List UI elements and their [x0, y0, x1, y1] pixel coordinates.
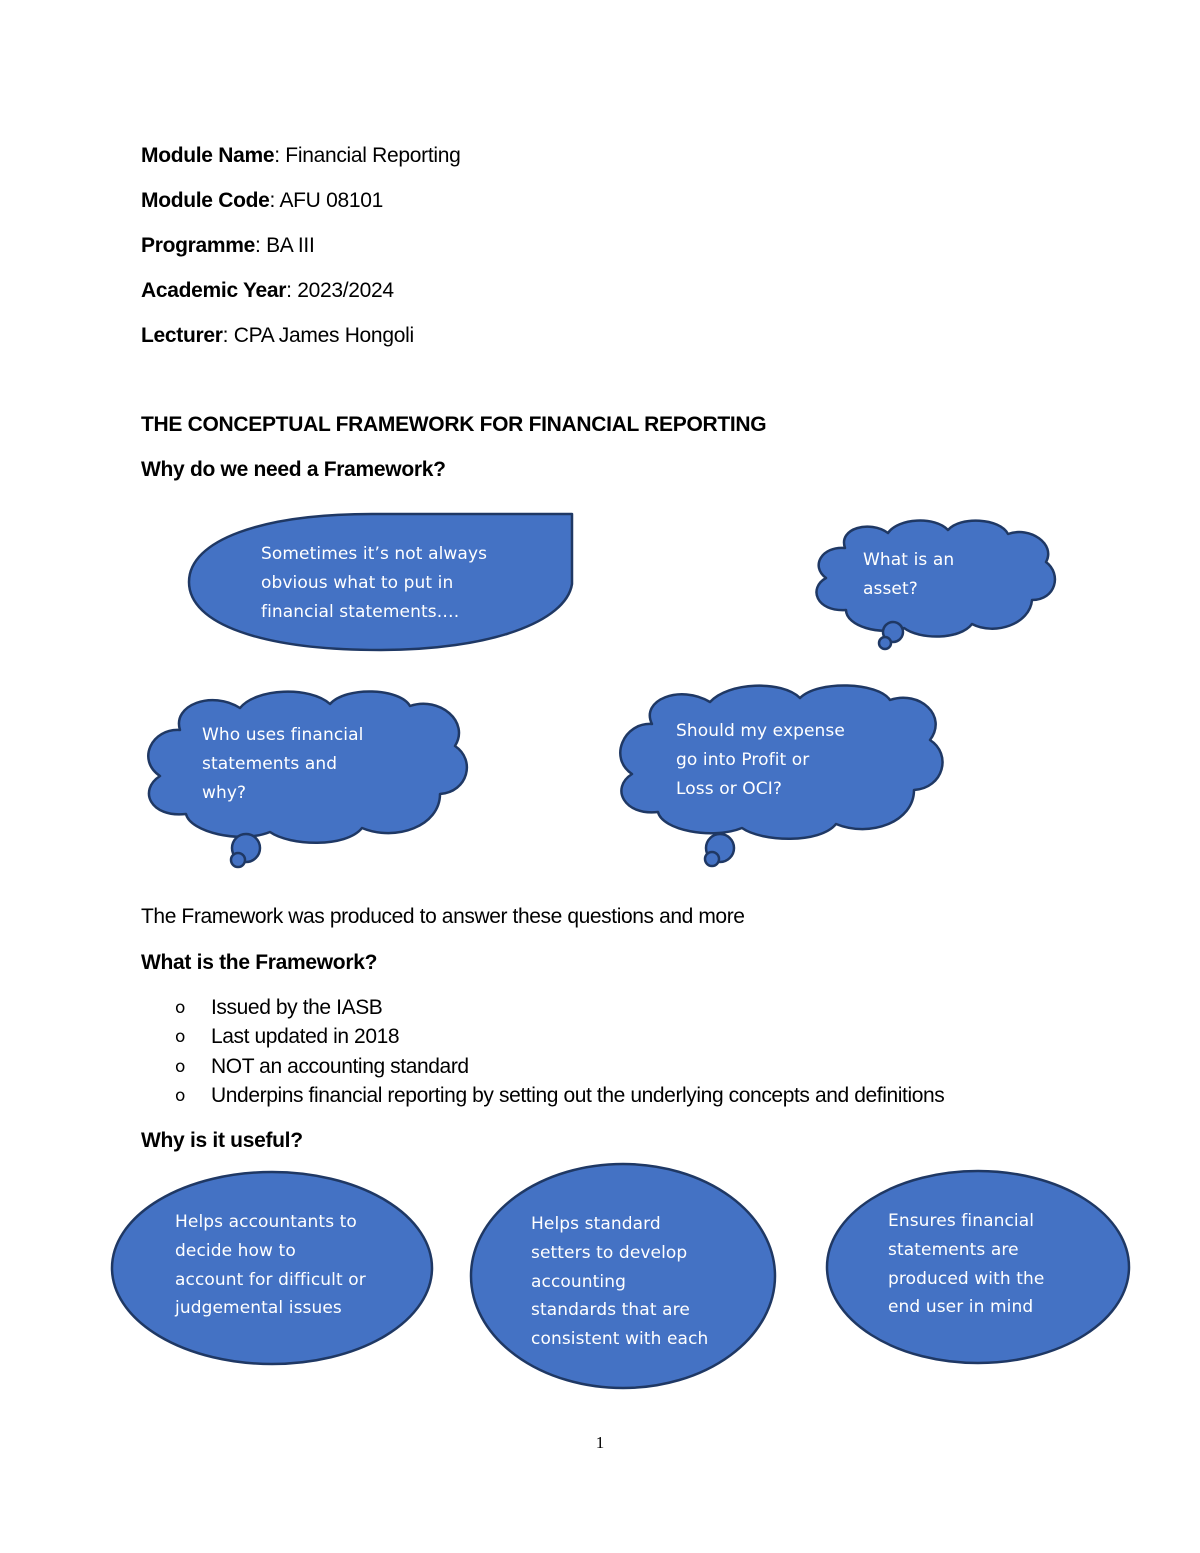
bullet-text: Last updated in 2018 [211, 1025, 400, 1049]
thought-cloud-expense-text: Should my expense go into Profit or Loss or OCI? [676, 721, 845, 799]
list-item [175, 1084, 944, 1113]
thought-cloud-users-bubble-small [231, 853, 245, 867]
thought-cloud-expense-bubble-small [705, 852, 719, 866]
module-code-label: Module Code [141, 189, 270, 212]
useful-oval-standard-setters-text: Helps standard setters to develop accounting standards that are consistent with each [531, 1214, 709, 1350]
lecturer-value: : CPA James Hongoli [222, 324, 414, 347]
bullet-text: Underpins financial reporting by setting out the underlying concepts and definitions [211, 1083, 945, 1107]
useful-oval-accountants-text: Helps accountants to decide how to account for difficult or judgemental issues [175, 1212, 366, 1319]
programme-value: : BA III [255, 234, 315, 257]
programme-label: Programme [141, 234, 256, 257]
thought-cloud-users-text: Who uses financial statements and why? [202, 725, 364, 803]
academic-year-value: : 2023/2024 [286, 279, 394, 302]
module-code-value: : AFU 08101 [269, 189, 383, 212]
academic-year-label: Academic Year [141, 279, 287, 302]
module-name-label: Module Name [141, 144, 275, 167]
framework-conclusion: The Framework was produced to answer these questions and more [141, 905, 745, 928]
what-is-heading: What is the Framework? [141, 951, 378, 974]
document-title: THE CONCEPTUAL FRAMEWORK FOR FINANCIAL REPORTING [141, 413, 767, 436]
thought-cloud-asset-text: What is an asset? [863, 550, 955, 599]
bullet-circle-icon: o [175, 1056, 186, 1077]
useful-oval-end-user-text: Ensures financial statements are produced with the end user in mind [888, 1211, 1045, 1318]
list-item [175, 996, 944, 1025]
list-item [175, 1025, 944, 1054]
why-need-heading: Why do we need a Framework? [141, 458, 446, 481]
module-name-value: : Financial Reporting [274, 144, 461, 167]
framework-bullet-list [175, 996, 944, 1113]
lecturer-label: Lecturer [141, 324, 223, 347]
list-item [175, 1055, 944, 1084]
page-number: 1 [595, 1433, 605, 1452]
bullet-circle-icon: o [175, 998, 186, 1018]
thought-cloud-asset-bubble-small [879, 637, 891, 649]
bullet-text: NOT an accounting standard [211, 1054, 469, 1078]
bullet-circle-icon: o [175, 1027, 186, 1048]
speech-bubble-text: Sometimes it’s not always obvious what to put in financial statements…. [261, 544, 488, 622]
why-useful-heading: Why is it useful? [141, 1129, 303, 1152]
bullet-text: Issued by the IASB [211, 996, 383, 1019]
bullet-circle-icon: o [175, 1085, 186, 1106]
